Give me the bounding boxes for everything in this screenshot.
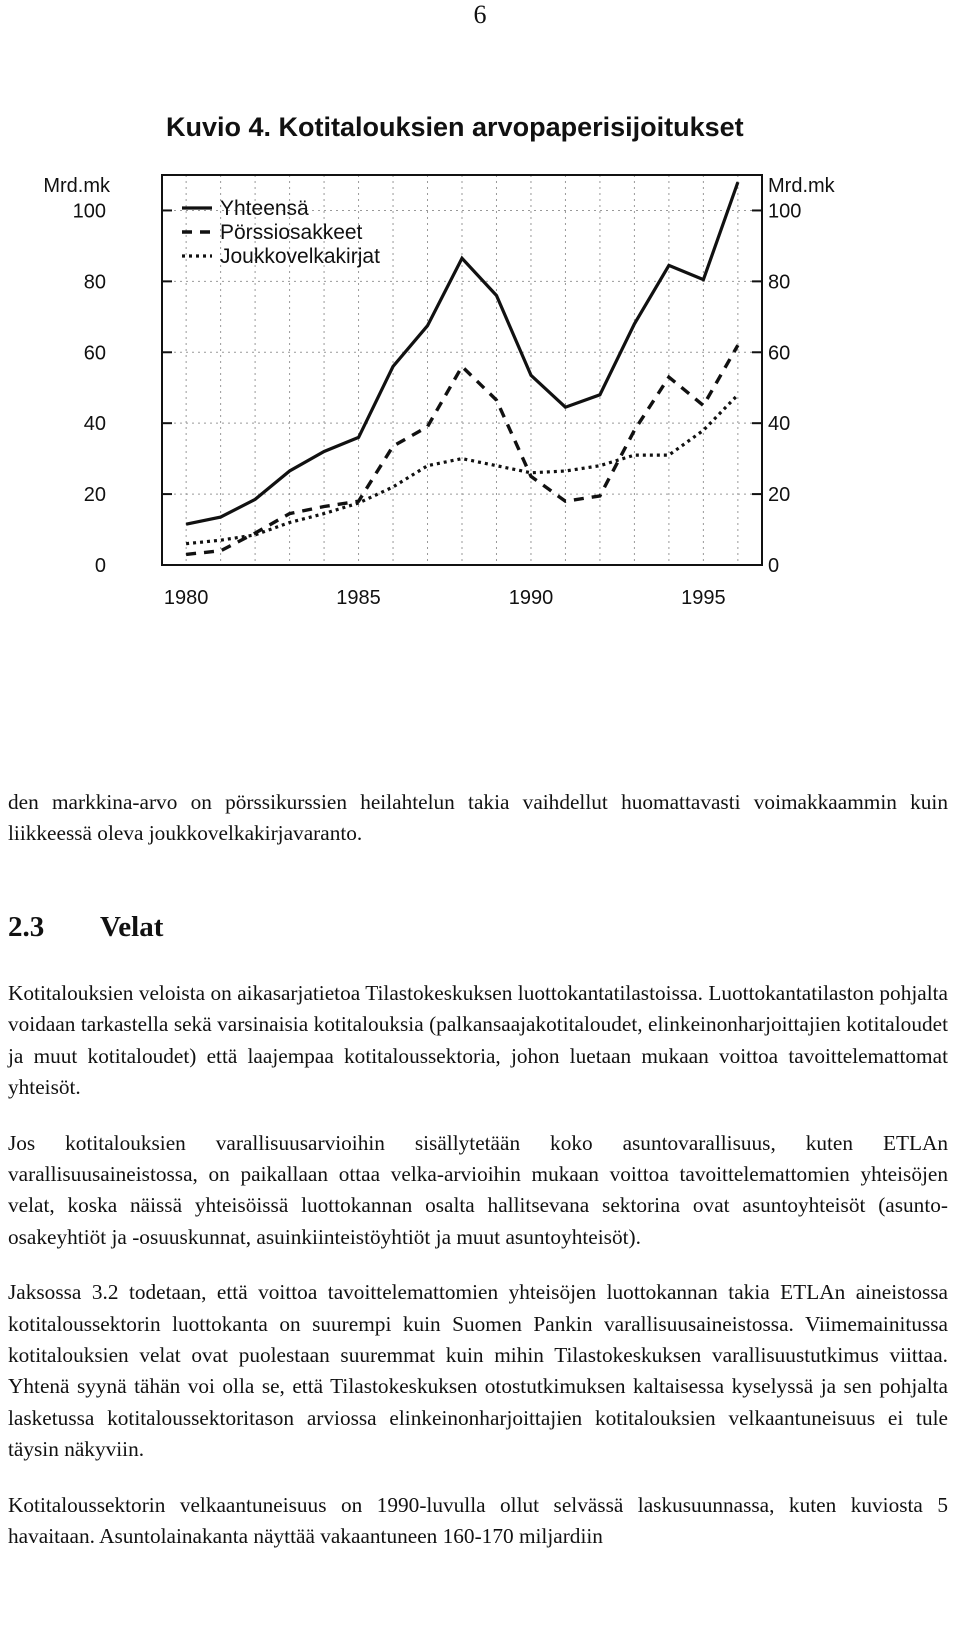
section-heading xyxy=(8,911,163,944)
x-tick-label: 1980 xyxy=(163,587,209,609)
body-text-top xyxy=(8,787,948,850)
y-tick-label-left: 40 xyxy=(83,413,106,436)
x-tick-label: 1990 xyxy=(508,587,554,609)
y-tick-label-right: 20 xyxy=(768,484,791,507)
chart-ticks xyxy=(73,200,802,609)
paragraph-intro: den markkina-arvo on pörssikurssien heilahtelun takia vaihdellut huomattavasti voimakkaammin kuin liikkeessä oleva joukkovelkakirjavaranto. xyxy=(8,790,948,846)
paragraph-4: Kotitaloussektorin velkaantuneisuus on 1990-luvulla ollut selvässä laskusuunnassa, kuten kuviosta 5 havaitaan. Asuntolainakanta näyttää vakaantuneen 160-170 miljardiin xyxy=(8,1492,948,1549)
x-tick-label: 1995 xyxy=(681,587,726,609)
paragraph-1: Kotitalouksien veloista on aikasarjatietoa Tilastokeskuksen luottokantatilastoissa. Luottokantatilaston pohjalta voidaan tarkastella sekä varsinaisia kotitalouksia (palkansaajakotitaloudet, elinkeinonharjoittajien kotitaloudet ja muut kotitaloudet) että laajempaa kotitaloussektoria, johon luetaan mukaan voittoa tavoittelemattomat yhteisöt. xyxy=(8,981,948,1100)
y-axis-label-left: Mrd.mk xyxy=(43,175,110,197)
y-tick-label-right: 0 xyxy=(768,555,780,577)
section-number: 2.3 xyxy=(8,911,45,943)
paragraph-3: Jaksossa 3.2 todetaan, että voittoa tavoittelemattomien yhteisöjen luottokannan takia ETLAn aineistossa kotitaloussektorin luottokanta on suurempi kuin Suomen Pankin varallisuusaineistossa. Viimemainitussa kotitalouksien velat ovat puolestaan suuremmat kuin mihin Tilastokeskuksen varallisuustutkimus viittaa. Yhtenä syynä tähän voi olla se, että Tilastokeskuksen otostutkimuksen kaltaisessa kyselyssä ja sen pohjalta lasketussa kotitaloussektoritason arviossa elinkeinonharjoittajien kotitalouksien velkaantuneisuus ei tule täysin näkyviin. xyxy=(8,1280,948,1462)
body-text-main xyxy=(8,978,948,1577)
legend-label-3: Joukkovelkakirjat xyxy=(220,245,380,268)
legend-label-1: Yhteensä xyxy=(220,197,309,220)
legend-label-2: Pörssiosakkeet xyxy=(220,221,363,244)
y-tick-label-right: 60 xyxy=(768,342,791,365)
page-number: 6 xyxy=(473,0,487,29)
y-tick-label-left: 80 xyxy=(83,271,106,294)
figure-title: Kuvio 4. Kotitalouksien arvopaperisijoitukset xyxy=(166,112,744,142)
y-tick-label-right: 80 xyxy=(768,271,791,294)
y-axis-label-right: Mrd.mk xyxy=(768,175,835,197)
section-title: Velat xyxy=(100,911,164,943)
y-tick-label-left: 100 xyxy=(72,200,106,223)
y-tick-label-right: 40 xyxy=(768,413,791,436)
y-tick-label-left: 0 xyxy=(94,555,106,577)
chart-legend xyxy=(182,197,380,268)
y-tick-label-left: 20 xyxy=(83,484,106,507)
y-tick-label-left: 60 xyxy=(83,342,106,365)
paragraph-2: Jos kotitalouksien varallisuusarvioihin sisällytetään koko asuntovarallisuus, kuten ETLAn varallisuusaineistossa, on paikallaan ottaa velka-arvioihin mukaan voittoa tavoittelemattomien yhteisöjen velat, koska näissä yhteisöissä luottokannan osalta hallitsevana sektorina ovat asuntoyhteisöt (asunto-osakeyhtiöt ja -osuuskunnat, asuinkiinteistöyhtiöt ja muut asuntoyhteisöt). xyxy=(8,1130,948,1249)
x-tick-label: 1985 xyxy=(336,587,381,609)
y-tick-label-right: 100 xyxy=(768,200,802,223)
line-chart xyxy=(40,170,860,640)
